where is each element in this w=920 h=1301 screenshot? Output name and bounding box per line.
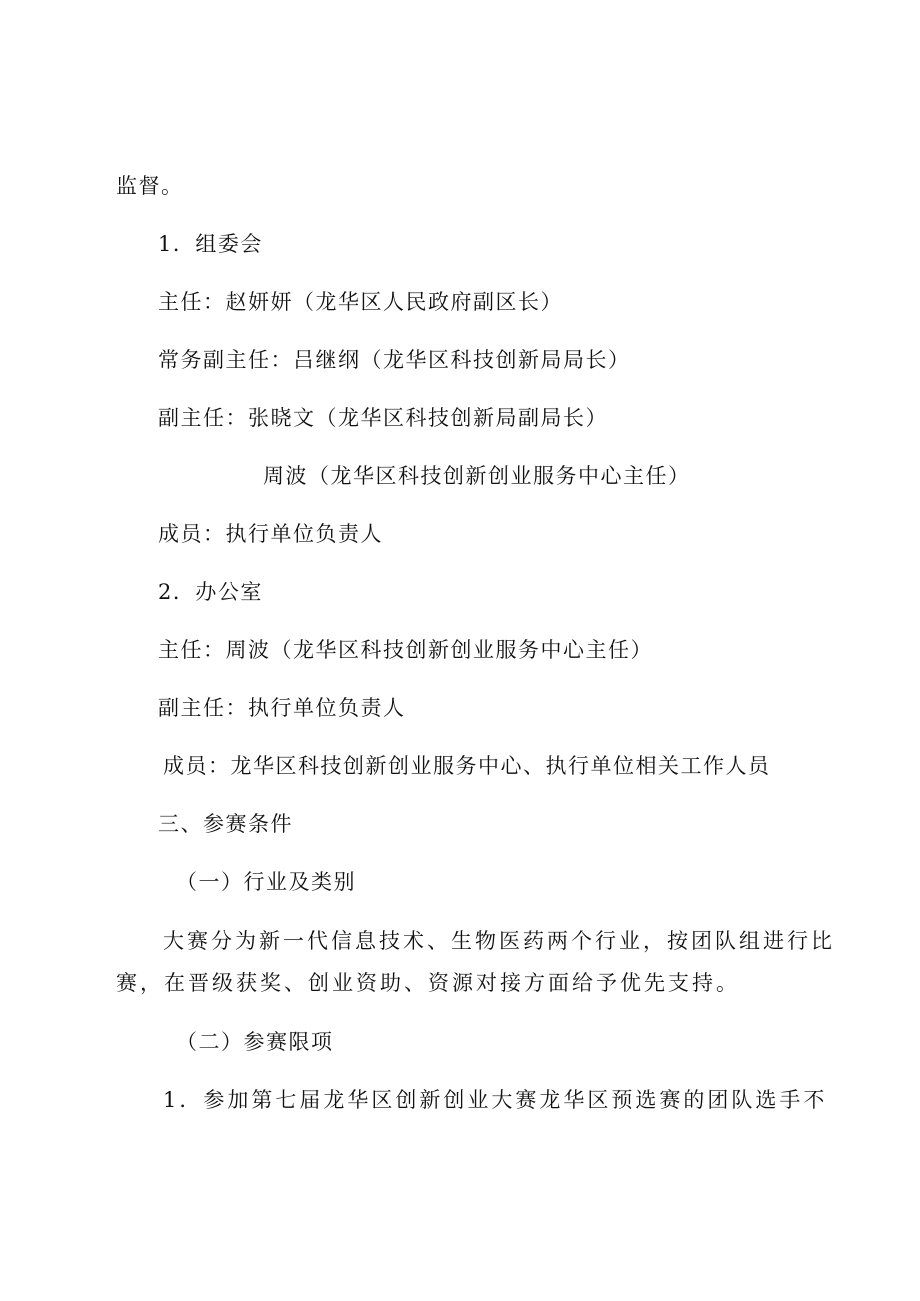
text-line-supervision: 监督。 [116, 174, 184, 198]
text-line-office-members: 成员：龙华区科技创新创业服务中心、执行单位相关工作人员 [163, 754, 771, 778]
heading-industry-category: （一）行业及类别 [176, 870, 356, 894]
heading-organizing-committee: 1．组委会 [158, 232, 263, 256]
heading-office: 2．办公室 [158, 580, 263, 604]
text-line-deputy-director-2: 周波（龙华区科技创新创业服务中心主任） [263, 464, 691, 488]
paragraph-limit-line-1: 1．参加第七届龙华区创新创业大赛龙华区预选赛的团队选手不 [163, 1088, 828, 1112]
text-line-executive-deputy: 常务副主任：吕继纲（龙华区科技创新局局长） [158, 348, 631, 372]
paragraph-line-2: 赛，在晋级获奖、创业资助、资源对接方面给予优先支持。 [116, 971, 740, 995]
text-line-office-director: 主任：周波（龙华区科技创新创业服务中心主任） [158, 638, 653, 662]
text-line-members: 成员：执行单位负责人 [158, 522, 383, 546]
text-line-director: 主任：赵妍妍（龙华区人民政府副区长） [158, 290, 563, 314]
heading-participation-conditions: 三、参赛条件 [158, 812, 293, 836]
text-line-deputy-director: 副主任：张晓文（龙华区科技创新局副局长） [158, 406, 608, 430]
heading-participation-limits: （二）参赛限项 [176, 1030, 334, 1054]
text-line-office-deputy: 副主任：执行单位负责人 [158, 696, 406, 720]
paragraph-line-1: 大赛分为新一代信息技术、生物医药两个行业，按团队组进行比 [163, 929, 835, 953]
